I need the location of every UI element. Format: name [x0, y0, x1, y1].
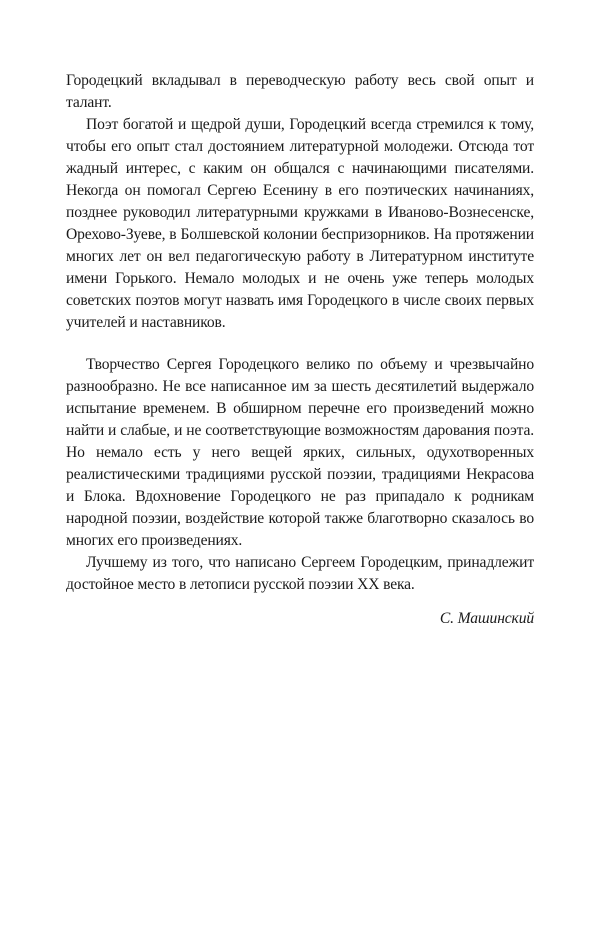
- author-signature: С. Машинский: [439, 610, 534, 627]
- document-page: [66, 70, 534, 630]
- paragraph-conclusion: Лучшему из того, что написано Сергеем Городецким, принадлежит достойное место в летописи русской поэзии XX века.: [66, 554, 534, 593]
- paragraph-poet-generous-soul: Поэт богатой и щедрой души, Городецкий всегда стремился к тому, чтобы его опыт стал достоянием литературной молодежи. Отсюда тот жадный интерес, с каким он общался с начинающими писателями. Некогда он помогал Сергею Есенину в его поэтических начинаниях, позднее руководил литературными кружками в Иваново-Вознесенске, Орехово-Зуеве, в Болшевской колонии беспризорников. На протяжении многих лет он вел педагогическую работу в Литературном институте имени Горького. Немало молодых и не очень уже теперь молодых советских поэтов могут назвать имя Городецкого в числе своих первых учителей и наставников.: [66, 116, 534, 331]
- paragraph-creative-work: Творчество Сергея Городецкого велико по объему и чрезвычайно разнообразно. Не все написанное им за шесть десятилетий выдержало испытание временем. В обширном перечне его произведений можно найти и слабые, и не соответствующие возможностям дарования поэта. Но немало есть у него вещей ярких, сильных, одухотворенных реалистическими традициями русской поэзии, традициями Некрасова и Блока. Вдохновение Городецкого не раз припадало к родникам народной поэзии, воздействие которой также благотворно сказалось во многих его произведениях.: [66, 356, 534, 549]
- paragraph-continuation: Городецкий вкладывал в переводческую работу весь свой опыт и талант.: [66, 72, 534, 111]
